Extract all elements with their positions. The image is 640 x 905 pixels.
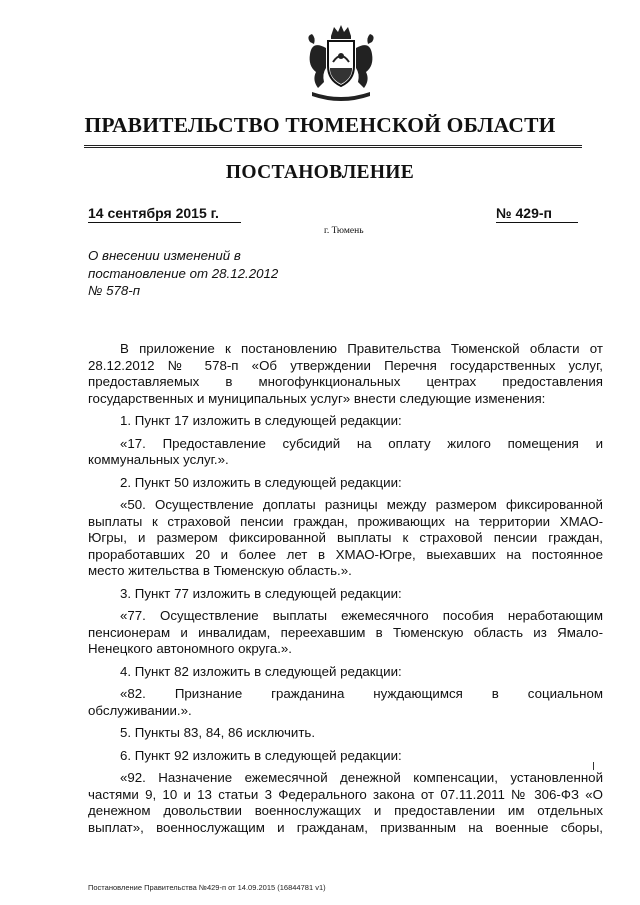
- text-line: государственных и муниципальных услуг» внести следующие изменения:: [88, 390, 546, 406]
- subject-line: О внесении изменений в: [88, 248, 241, 263]
- document-number: № 429-п: [496, 205, 578, 223]
- subject-line: постановление от 28.12.2012: [88, 265, 279, 281]
- amendment-item: [88, 664, 603, 681]
- subject-line: № 578-п: [88, 283, 141, 298]
- text-line: предоставляемых в многофункциональных центрах предоставления: [88, 374, 603, 389]
- amendment-quote: [88, 436, 603, 469]
- text-line: «50. Осуществление доплаты разницы между размером фиксированной: [120, 497, 603, 512]
- text-line: проработавших 20 и более лет в ХМАО-Югре, выехавших на постоянное: [88, 546, 603, 562]
- text-line: Ненецкого автономного округа.».: [88, 641, 292, 656]
- text-line: «77. Осуществление выплаты ежемесячного пособия неработающим: [120, 608, 603, 623]
- text-line: обслуживании.».: [88, 702, 192, 718]
- intro-paragraph: [88, 341, 603, 407]
- text-line: коммунальных услуг.».: [88, 452, 229, 467]
- document-date: 14 сентября 2015 г.: [88, 205, 241, 223]
- text-line: «17. Предоставление субсидий на оплату жилого помещения и: [120, 435, 603, 451]
- amendment-quote: [88, 686, 603, 719]
- text-line: пенсионерам и инвалидам, переехавшим в Тюменскую область из Ямало-: [88, 624, 603, 640]
- document-type: ПОСТАНОВЛЕНИЕ: [225, 162, 415, 183]
- text-line: 4. Пункт 82 изложить в следующей редакции:: [120, 663, 402, 679]
- amendment-item: [88, 475, 603, 492]
- amendment-quote: [88, 608, 603, 658]
- title-divider-secondary: [84, 147, 582, 148]
- text-line: 1. Пункт 17 изложить в следующей редакции:: [120, 413, 402, 428]
- text-line: место жительства в Тюменскую область.».: [88, 563, 352, 578]
- title-divider: [84, 145, 582, 146]
- text-line: «82. Признание гражданина нуждающимся в социальном: [120, 686, 603, 701]
- text-line: выплат», военнослужащим и гражданам, призванным на военные сборы,: [88, 819, 603, 835]
- text-line: 2. Пункт 50 изложить в следующей редакции:: [120, 474, 402, 490]
- amendment-quote: [88, 497, 603, 580]
- text-line: В приложение к постановлению Правительства Тюменской области от: [120, 341, 603, 356]
- text-line: Югры, и размером фиксированной выплаты к страховой пенсии граждан,: [88, 530, 603, 545]
- document-footer: Постановление Правительства №429-п от 14.09.2015 (16844781 v1): [88, 883, 326, 892]
- government-title: ПРАВИТЕЛЬСТВО ТЮМЕНСКОЙ ОБЛАСТИ: [84, 113, 556, 137]
- amendment-item: [88, 413, 603, 430]
- text-line: 3. Пункт 77 изложить в следующей редакции:: [120, 585, 402, 601]
- scan-mark: [593, 762, 594, 770]
- document-city: г. Тюмень: [324, 226, 364, 236]
- text-line: 28.12.2012 № 578-п «Об утверждении Перечня государственных услуг,: [88, 357, 603, 373]
- document-body: [88, 341, 603, 842]
- coat-of-arms-icon: [298, 22, 384, 106]
- amendment-quote: [88, 770, 603, 836]
- document-subject: [88, 247, 328, 300]
- amendment-item: [88, 586, 603, 603]
- text-line: выплаты к страховой пенсии граждан, проживающих на территории ХМАО-: [88, 513, 603, 529]
- text-line: 6. Пункт 92 изложить в следующей редакции:: [120, 747, 402, 763]
- text-line: «92. Назначение ежемесячной денежной компенсации, установленной: [120, 770, 603, 785]
- text-line: частями 9, 10 и 13 статьи 3 Федерального закона от 07.11.2011 № 306-ФЗ «О: [88, 786, 603, 802]
- amendment-item: [88, 748, 603, 765]
- amendment-item: [88, 725, 603, 742]
- text-line: денежном довольствии военнослужащих и предоставлении им отдельных: [88, 803, 603, 818]
- text-line: 5. Пункты 83, 84, 86 исключить.: [120, 725, 316, 740]
